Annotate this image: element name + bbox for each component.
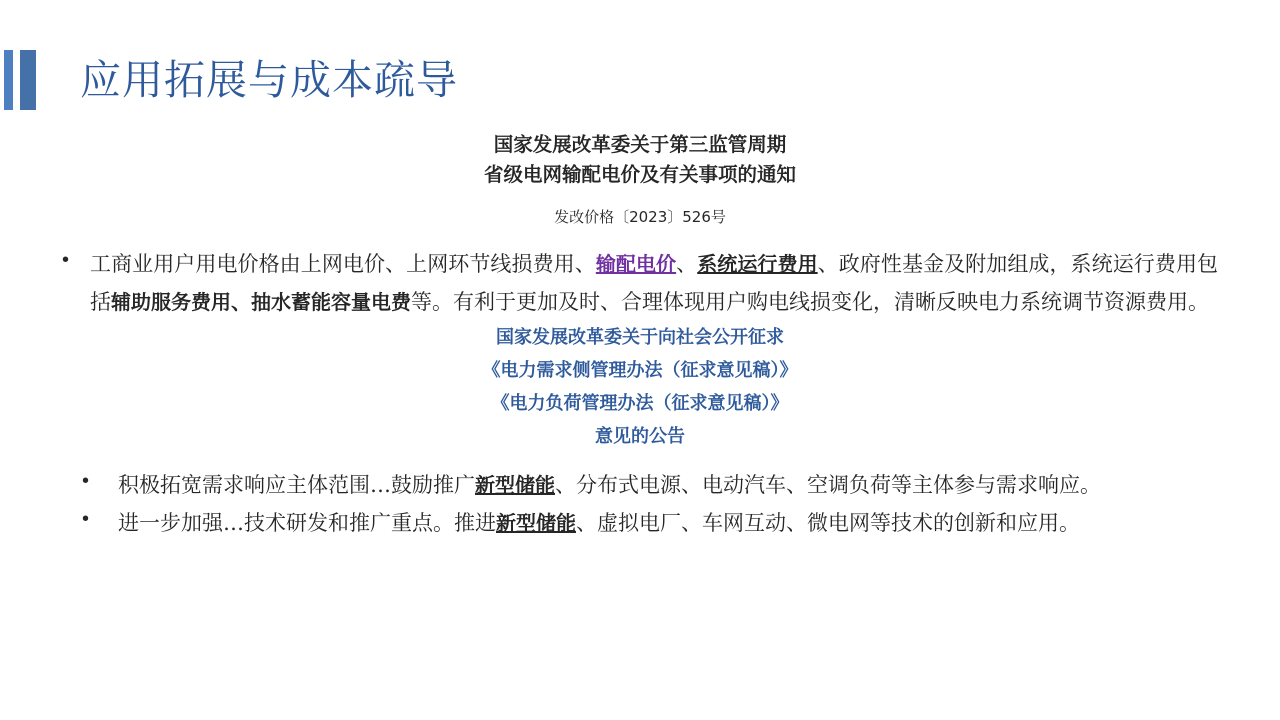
document-1-number: 发改价格〔2023〕526号	[554, 208, 726, 226]
bullet-glyph: •	[82, 508, 90, 530]
paragraph-segment-4: 等。有利于更加及时、合理体现用户购电线损变化，清晰反映电力系统调节资源费用。	[411, 290, 1209, 314]
paragraph-segment-1: 工商业用户用电价格由上网电价、上网环节线损费用、	[90, 252, 596, 276]
title-accent-bars	[4, 50, 36, 110]
document-2-bullet-list	[0, 467, 1280, 541]
document-1-paragraph	[90, 245, 1218, 321]
paragraph-bullet-block	[0, 245, 1280, 321]
document-2-heading-line-1: 国家发展改革委关于向社会公开征求	[496, 327, 784, 348]
document-1-heading-line-1: 国家发展改革委关于第三监管周期	[493, 133, 787, 156]
highlight-new-energy-storage-2: 新型储能	[496, 511, 576, 535]
highlight-system-operation-cost: 系统运行费用	[697, 252, 818, 276]
document-1-heading-line-2: 省级电网输配电价及有关事项的通知	[483, 163, 796, 186]
bullet-glyph: •	[62, 249, 70, 271]
bullet-1-segment-1: 积极拓宽需求响应主体范围…鼓励推广	[118, 473, 475, 497]
accent-bar-thin	[4, 50, 13, 110]
highlight-new-energy-storage-1: 新型储能	[475, 473, 555, 497]
paragraph-segment-2: 、	[676, 252, 698, 276]
document-2-heading-line-2: 《电力需求侧管理办法（征求意见稿）》	[482, 360, 798, 381]
slide-title-bar	[0, 44, 1280, 116]
page-title: 应用拓展与成本疏导	[80, 55, 458, 104]
bullet-2-segment-2: 、虚拟电厂、车网互动、微电网等技术的创新和应用。	[576, 511, 1080, 535]
document-1-heading	[0, 130, 1280, 190]
highlight-ancillary-and-pumped-storage: 辅助服务费用、抽水蓄能容量电费	[111, 290, 411, 314]
bullet-2-text	[118, 505, 1140, 541]
highlight-transmission-price: 输配电价	[595, 252, 677, 276]
accent-bar-thick	[20, 50, 36, 110]
bullet-1-text	[118, 467, 1140, 503]
list-item	[0, 505, 1210, 541]
list-item	[0, 467, 1210, 503]
document-2-heading	[0, 321, 1280, 453]
document-2-heading-line-4: 意见的公告	[595, 426, 685, 447]
paragraph-segment-3: 、政府性基金及附加组成，系统运行费用包括	[90, 252, 1219, 314]
slide-content	[0, 130, 1280, 543]
bullet-1-segment-2: 、分布式电源、电动汽车、空调负荷等主体参与需求响应。	[555, 473, 1101, 497]
bullet-glyph: •	[82, 470, 90, 492]
document-2-heading-line-3: 《电力负荷管理办法（征求意见稿）》	[491, 393, 789, 414]
bullet-2-segment-1: 进一步加强…技术研发和推广重点。推进	[118, 511, 496, 535]
